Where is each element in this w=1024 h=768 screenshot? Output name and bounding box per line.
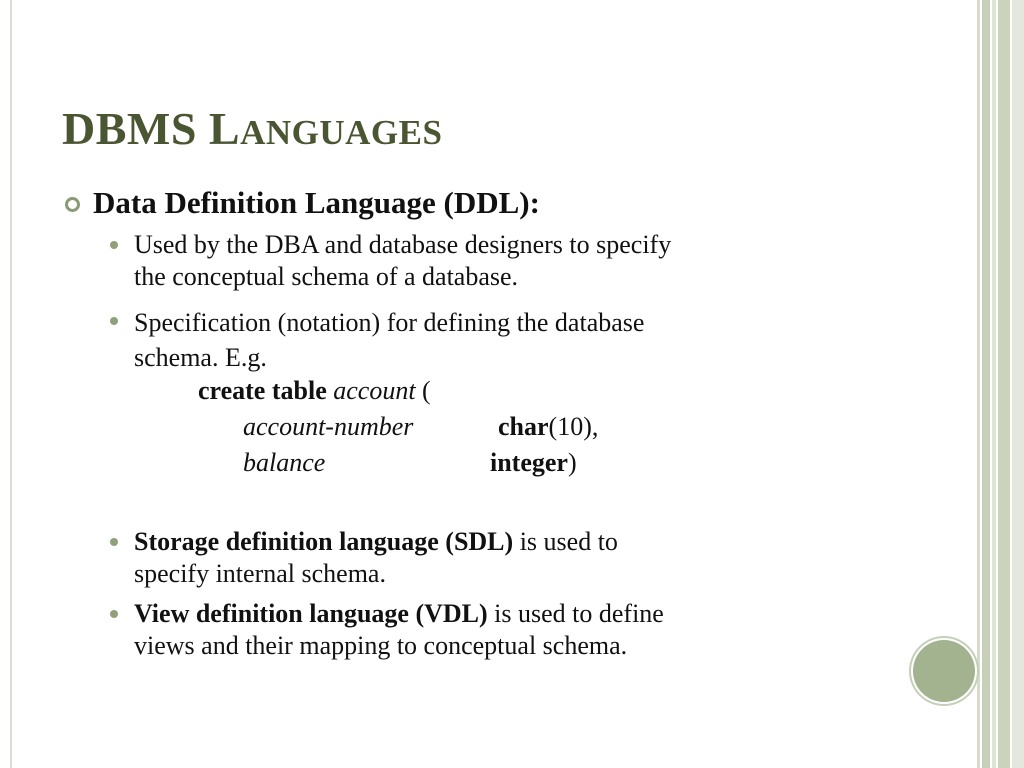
title-smallcaps-text: ANGUAGES [240,113,443,152]
code-table-name: account [333,376,416,405]
decor-rail [982,0,990,768]
slide-title [62,102,442,155]
left-frame [0,0,12,768]
dot-bullet-icon [110,610,118,618]
decor-rail [977,0,980,768]
bullet-line: the conceptual schema of a database. [134,262,519,291]
code-type-keyword: char [498,412,549,441]
dot-bullet-icon [110,317,118,325]
bullet-bold-term: View definition language (VDL) [134,599,488,628]
ring-bullet-icon [65,197,80,212]
code-line-create [198,376,431,406]
decor-rail [1012,0,1024,768]
bullet-bold-term: Storage definition language (SDL) [134,527,514,556]
bullet-line: Used by the DBA and database designers to specify [134,230,672,259]
bullet-vdl [134,598,664,662]
decor-rail [998,0,1010,768]
code-punct: ) [567,448,577,477]
bullet-sdl [134,526,618,590]
bullet-rest-text: is used to [513,527,618,556]
heading-text: Data Definition Language (DDL): [93,185,540,220]
bullet-ddl-usage [134,229,671,293]
bullet-line: Specification (notation) for defining the database [134,308,645,337]
code-keyword: create table [198,376,327,405]
decor-circle [913,640,975,702]
code-type-keyword: integer [490,448,568,477]
code-column-name: account-number [243,412,414,441]
bullet-line [134,598,664,630]
bullet-line [134,526,618,558]
dot-bullet-icon [110,241,118,249]
bullet-ddl-spec [134,305,644,375]
bullet-rest-text: is used to define [487,599,664,628]
code-column-type [490,448,577,478]
code-punct: ( [415,376,431,405]
code-column-name: balance [243,448,326,477]
title-text: DBMS L [62,103,241,154]
code-type-args: (10), [548,412,599,441]
bullet-line: specify internal schema. [134,559,386,588]
bullet-line: schema. E.g. [134,343,267,372]
code-column-type [498,412,598,442]
dot-bullet-icon [110,538,118,546]
decor-rail [992,0,996,768]
bullet-line: views and their mapping to conceptual schema. [134,631,628,660]
